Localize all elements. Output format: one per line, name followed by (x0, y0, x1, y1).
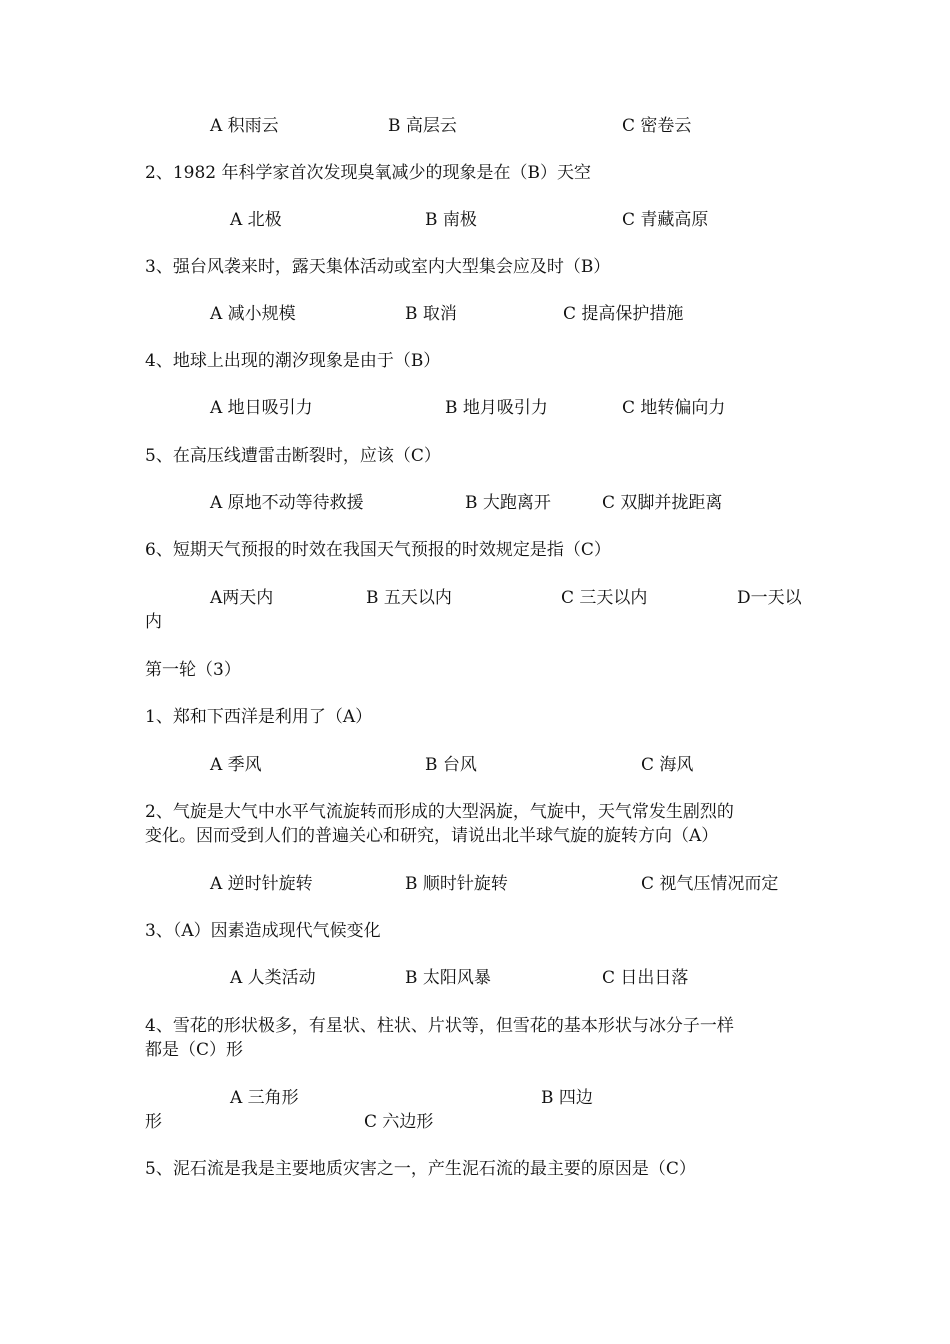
option-a: A 三角形 (230, 1088, 299, 1108)
option-a: A两天内 (210, 588, 274, 608)
question-text: 3、（A）因素造成现代气候变化 (145, 921, 381, 941)
option-b: B 大跑离开 (465, 493, 551, 513)
option-a: A 原地不动等待救援 (210, 493, 364, 513)
option-a: A 逆时针旋转 (210, 874, 313, 894)
question-text: 都是（C）形 (145, 1040, 244, 1060)
question-text: 4、雪花的形状极多，有星状、柱状、片状等，但雪花的基本形状与冰分子一样 (145, 1016, 734, 1036)
option-a: A 积雨云 (210, 116, 279, 136)
question-text: 2、气旋是大气中水平气流旋转而形成的大型涡旋，气旋中，天气常发生剧烈的 (145, 802, 734, 822)
option-b: B 高层云 (388, 116, 457, 136)
option-c: C 三天以内 (561, 588, 648, 608)
option-b: B 四边 (541, 1088, 593, 1108)
option-c: C 海风 (641, 755, 694, 775)
option-c: C 双脚并拢距离 (602, 493, 723, 513)
option-a: A 人类活动 (230, 968, 316, 988)
option-c: C 地转偏向力 (622, 398, 726, 418)
option-a: A 减小规模 (210, 304, 296, 324)
question-text: 2、1982 年科学家首次发现臭氧减少的现象是在（B）天空 (145, 163, 591, 183)
question-text: 3、强台风袭来时，露天集体活动或室内大型集会应及时（B） (145, 257, 611, 277)
option-c: C 密卷云 (622, 116, 692, 136)
option-b: B 顺时针旋转 (405, 874, 508, 894)
option-a: A 北极 (230, 210, 282, 230)
option-b: B 地月吸引力 (445, 398, 548, 418)
option-b: B 台风 (425, 755, 477, 775)
option-wrap-text: 形 (145, 1112, 162, 1132)
option-b: B 太阳风暴 (405, 968, 491, 988)
option-c: C 日出日落 (602, 968, 689, 988)
question-text: 6、短期天气预报的时效在我国天气预报的时效规定是指（C） (145, 540, 611, 560)
option-a: A 季风 (210, 755, 262, 775)
question-text: 变化。因而受到人们的普遍关心和研究，请说出北半球气旋的旋转方向（A） (145, 826, 719, 846)
option-b: B 南极 (425, 210, 477, 230)
section-title: 第一轮（3） (145, 660, 241, 680)
option-c: C 视气压情况而定 (641, 874, 779, 894)
option-wrap-text: 内 (145, 612, 162, 632)
question-text: 1、郑和下西洋是利用了（A） (145, 707, 373, 727)
option-a: A 地日吸引力 (210, 398, 313, 418)
option-b: B 取消 (405, 304, 457, 324)
option-c: C 青藏高原 (622, 210, 709, 230)
option-b: B 五天以内 (366, 588, 452, 608)
option-c: C 六边形 (364, 1112, 434, 1132)
option-c: C 提高保护措施 (563, 304, 684, 324)
option-d: D一天以 (737, 588, 802, 608)
question-text: 5、在高压线遭雷击断裂时，应该（C） (145, 446, 441, 466)
question-text: 4、地球上出现的潮汐现象是由于（B） (145, 351, 441, 371)
question-text: 5、泥石流是我是主要地质灾害之一，产生泥石流的最主要的原因是（C） (145, 1159, 696, 1179)
